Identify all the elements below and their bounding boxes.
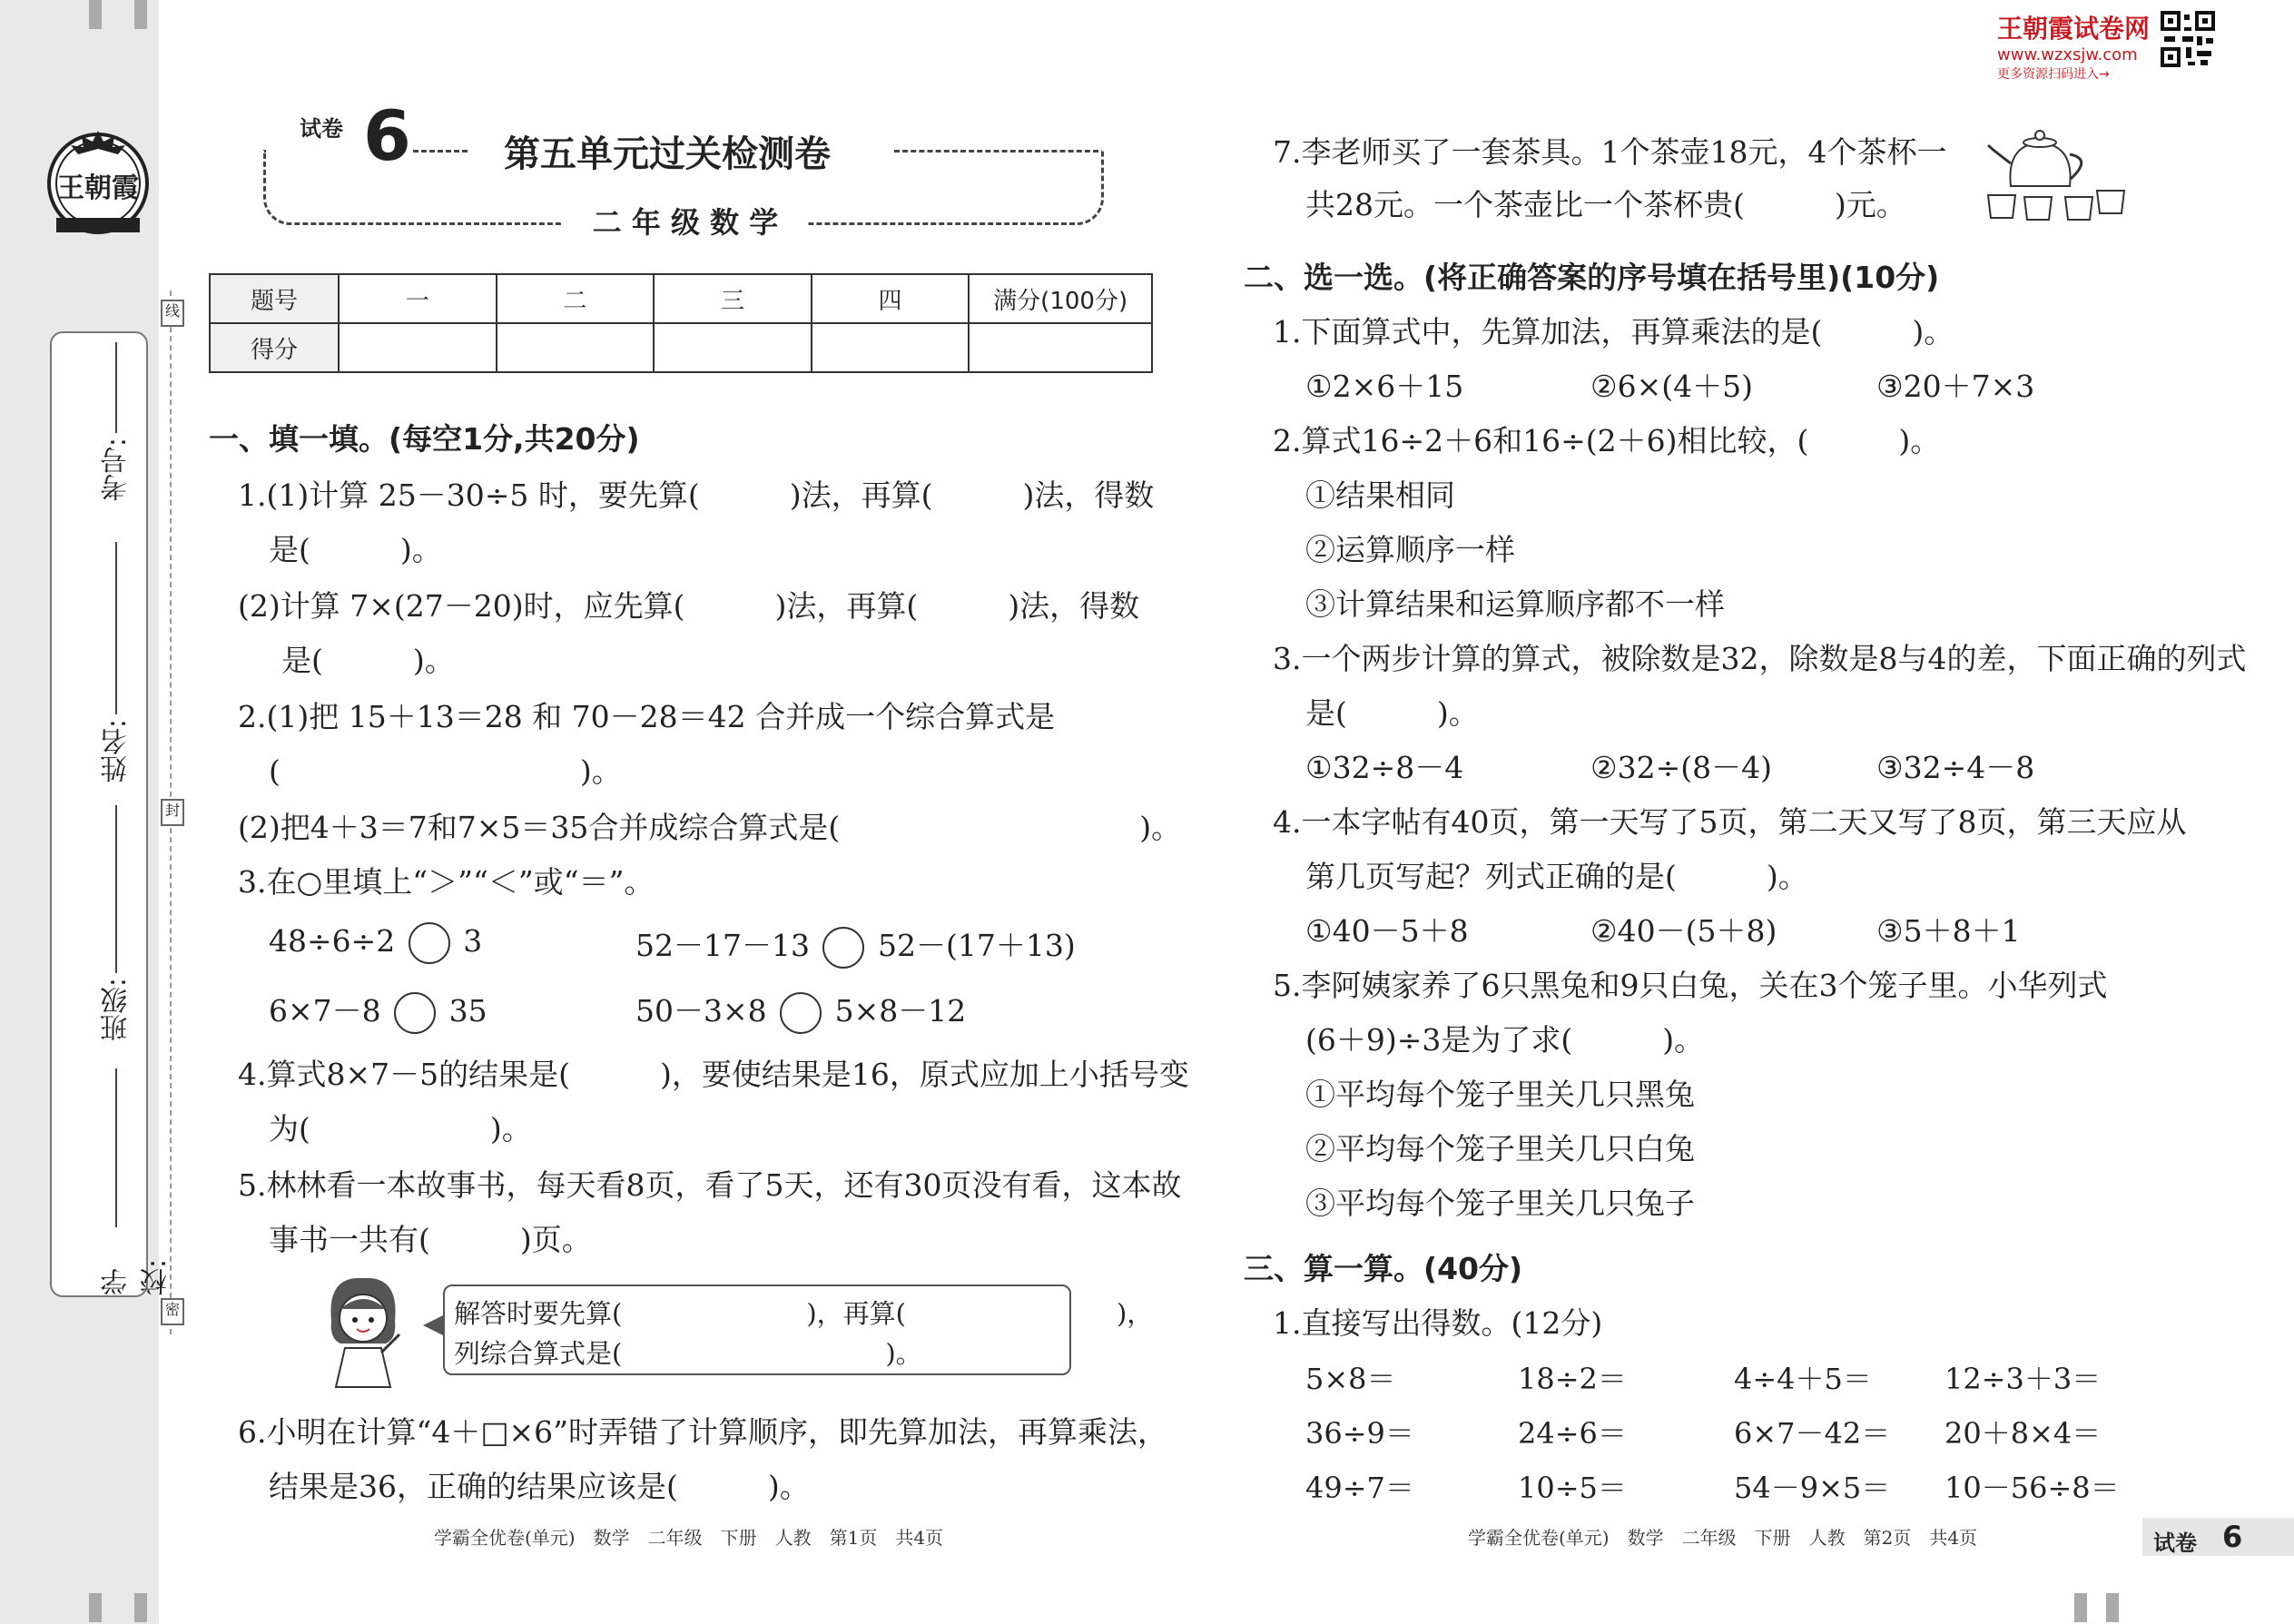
- question-text: 3.一个两步计算的算式，被除数是32，除数是8与4的差，下面正确的列式: [1273, 641, 2247, 676]
- registration-mark: [89, 1593, 102, 1622]
- page-tab-number: 6: [2222, 1520, 2243, 1554]
- question-text: 4.算式8×7－5的结果是( )，要使结果是16，原式应加上小括号变: [238, 1057, 1189, 1092]
- question-text: 事书一共有( )页。: [269, 1222, 592, 1257]
- table-row: [210, 274, 1152, 323]
- question-text: 1.(1)计算 25－30÷5 时，要先算( )法，再算( )法，得数: [238, 477, 1155, 513]
- name-label: 姓名:: [101, 719, 133, 783]
- question-text: 4.一本字帖有40页，第一天写了5页，第二天又写了8页，第三天应从: [1273, 804, 2187, 840]
- option[interactable]: ①结果相同: [1305, 477, 1455, 513]
- page-footer: 学霸全优卷(单元) 数学 二年级 下册 人教 第1页 共4页: [434, 1527, 944, 1549]
- calc-item: 20＋8×4＝: [1944, 1416, 2102, 1451]
- section-heading: 二、选一选。(将正确答案的序号填在括号里)(10分): [1244, 260, 1940, 295]
- subtitle-wrap: [563, 200, 808, 241]
- page-footer: 学霸全优卷(单元) 数学 二年级 下册 人教 第2页 共4页: [1468, 1527, 1978, 1549]
- table-cell: 四: [812, 274, 970, 323]
- compare-circle[interactable]: [409, 922, 450, 964]
- exam-no-label: 考号:: [101, 438, 133, 502]
- publisher-logo: [44, 127, 153, 245]
- question-text: 结果是36，正确的结果应该是( )。: [269, 1469, 810, 1504]
- section-heading: 三、算一算。(40分): [1244, 1251, 1523, 1286]
- question-text: 是( )。: [269, 532, 442, 567]
- option[interactable]: ②运算顺序一样: [1305, 532, 1515, 567]
- page-tab-label: 试卷: [2153, 1530, 2197, 1556]
- page-title: 第五单元过关检测卷: [504, 133, 831, 175]
- brand-tagline: 更多资源扫码进入→: [1997, 67, 2110, 82]
- table-cell: 满分(100分): [969, 274, 1152, 323]
- school-label: 学校:: [101, 1258, 172, 1295]
- calc-item: 12÷3＋3＝: [1944, 1362, 2102, 1396]
- question-text: 7.李老师买了一套茶具。1个茶壶18元，4个茶杯一: [1273, 134, 1947, 170]
- score-table: [209, 273, 1153, 373]
- score-cell[interactable]: [969, 323, 1152, 372]
- bubble-text: 解答时要先算( )，再算( )，: [454, 1298, 1154, 1329]
- badge-wrap: [300, 111, 345, 143]
- calc-item: 5×8＝: [1305, 1362, 1396, 1396]
- question-text: 共28元。一个茶壶比一个茶杯贵( )元。: [1305, 187, 1906, 222]
- calc-item: 18÷2＝: [1518, 1362, 1627, 1396]
- table-cell: 一: [339, 274, 497, 323]
- option[interactable]: ③5＋8＋1: [1876, 913, 2021, 949]
- compare-left: 6×7－8: [269, 993, 381, 1029]
- option[interactable]: ③20＋7×3: [1876, 369, 2035, 404]
- option[interactable]: ②32÷(8－4): [1590, 750, 1772, 785]
- calc-item: 4÷4＋5＝: [1734, 1362, 1872, 1396]
- paper-number: 6: [363, 95, 411, 176]
- calc-item: 10－56÷8＝: [1944, 1471, 2120, 1505]
- table-cell: 三: [654, 274, 812, 323]
- calc-item: 6×7－42＝: [1734, 1416, 1891, 1451]
- compare-left: 52－17－13: [635, 928, 810, 963]
- brand-url: www.wzxsjw.com: [1997, 45, 2138, 64]
- compare-item: [635, 988, 966, 1034]
- option[interactable]: ①2×6＋15: [1305, 369, 1464, 404]
- option[interactable]: ①40－5＋8: [1305, 913, 1469, 949]
- compare-item: [269, 922, 482, 964]
- compare-circle[interactable]: [822, 927, 864, 969]
- table-cell: 题号: [210, 274, 339, 323]
- table-cell: 得分: [210, 323, 339, 372]
- question-text: 第几页写起？列式正确的是( )。: [1305, 859, 1808, 894]
- question-text: 1.下面算式中，先算加法，再算乘法的是( )。: [1273, 314, 1954, 349]
- calc-item: 49÷7＝: [1305, 1471, 1414, 1505]
- section-heading: 一、填一填。(每空1分,共20分): [209, 421, 640, 457]
- option[interactable]: ①平均每个笼子里关几只黑兔: [1305, 1077, 1695, 1112]
- exam-no-field[interactable]: [115, 342, 117, 433]
- header-dash: [413, 150, 468, 153]
- table-row: [210, 323, 1152, 372]
- cut-mark: 密: [161, 1298, 184, 1325]
- option[interactable]: ②平均每个笼子里关几只白兔: [1305, 1131, 1695, 1166]
- header-dash: [894, 150, 1098, 153]
- option[interactable]: ③平均每个笼子里关几只兔子: [1305, 1186, 1695, 1221]
- speech-bubble: [443, 1284, 1154, 1375]
- compare-circle[interactable]: [394, 992, 436, 1034]
- compare-right: 35: [448, 993, 487, 1029]
- calc-item: 54－9×5＝: [1734, 1471, 1891, 1505]
- calc-item: 24÷6＝: [1518, 1416, 1627, 1451]
- question-text: 1.直接写出得数。(12分): [1273, 1305, 1603, 1341]
- class-field[interactable]: [115, 805, 117, 973]
- option[interactable]: ①32÷8－4: [1305, 750, 1464, 785]
- class-label: 班级:: [101, 978, 133, 1042]
- brand-block: [1997, 9, 2151, 83]
- compare-item: [635, 922, 1076, 969]
- question-text: (2)把4＋3＝7和7×5＝35合并成综合算式是( )。: [238, 810, 1182, 845]
- page-subtitle: 二 年 级 数 学: [592, 205, 779, 240]
- score-cell[interactable]: [339, 323, 497, 372]
- score-cell[interactable]: [812, 323, 970, 372]
- score-cell[interactable]: [654, 323, 812, 372]
- compare-left: 48÷6÷2: [269, 923, 396, 959]
- bubble-tail: [423, 1314, 445, 1336]
- compare-circle[interactable]: [780, 992, 822, 1034]
- cut-mark: 线: [161, 300, 184, 327]
- question-text: 5.林林看一本故事书，每天看8页，看了5天，还有30页没有看，这本故: [238, 1167, 1182, 1203]
- girl-illustration: [313, 1271, 413, 1389]
- cut-mark: 封: [161, 799, 184, 826]
- option[interactable]: ③32÷4－8: [1876, 750, 2035, 785]
- option[interactable]: ③计算结果和运算顺序都不一样: [1305, 586, 1725, 622]
- question-text: 3.在○里填上“＞”“＜”或“＝”。: [238, 864, 655, 900]
- question-text: 为( )。: [269, 1111, 532, 1147]
- compare-right: 3: [463, 923, 483, 959]
- question-text: 是( )。: [1305, 695, 1479, 731]
- question-text: ( )。: [269, 753, 622, 789]
- question-text: 2.算式16÷2＋6和16÷(2＋6)相比较，( )。: [1273, 423, 1941, 458]
- school-field[interactable]: [115, 1068, 117, 1227]
- logo-text: 王朝霞: [57, 172, 139, 204]
- registration-mark: [134, 1593, 147, 1622]
- question-text: 6.小明在计算“4＋□×6”时弄错了计算顺序，即先算加法，再算乘法，: [238, 1414, 1168, 1450]
- tea-set-illustration: [1984, 123, 2129, 222]
- question-text: 2.(1)把 15＋13＝28 和 70－28＝42 合并成一个综合算式是: [238, 699, 1056, 734]
- question-text: 5.李阿姨家养了6只黑兔和9只白兔，关在3个笼子里。小华列式: [1273, 968, 2108, 1003]
- score-cell[interactable]: [497, 323, 655, 372]
- qr-code-icon[interactable]: [2161, 11, 2215, 67]
- table-cell: 二: [497, 274, 655, 323]
- question-text: (2)计算 7×(27－20)时，应先算( )法，再算( )法，得数: [238, 588, 1140, 624]
- name-field[interactable]: [115, 542, 117, 714]
- question-text: 是( )。: [281, 643, 455, 678]
- student-info-box: [50, 331, 172, 1297]
- paper-badge: 试卷: [300, 116, 343, 142]
- registration-mark: [89, 0, 102, 29]
- compare-item: [269, 988, 487, 1034]
- brand-name: 王朝霞试卷网: [1997, 14, 2151, 44]
- page-tab: [2142, 1518, 2294, 1556]
- registration-mark: [2074, 1593, 2087, 1622]
- compare-left: 50－3×8: [635, 993, 767, 1029]
- compare-right: 52－(17＋13): [877, 928, 1076, 963]
- compare-right: 5×8－12: [834, 993, 967, 1029]
- registration-mark: [134, 0, 147, 29]
- bubble-text: 列综合算式是( )。: [454, 1338, 922, 1369]
- option[interactable]: ②40－(5＋8): [1590, 913, 1777, 949]
- calc-item: 10÷5＝: [1518, 1471, 1627, 1505]
- question-text: (6＋9)÷3是为了求( )。: [1305, 1022, 1705, 1058]
- calc-item: 36÷9＝: [1305, 1416, 1414, 1451]
- option[interactable]: ②6×(4＋5): [1590, 369, 1753, 404]
- registration-mark: [2106, 1593, 2119, 1622]
